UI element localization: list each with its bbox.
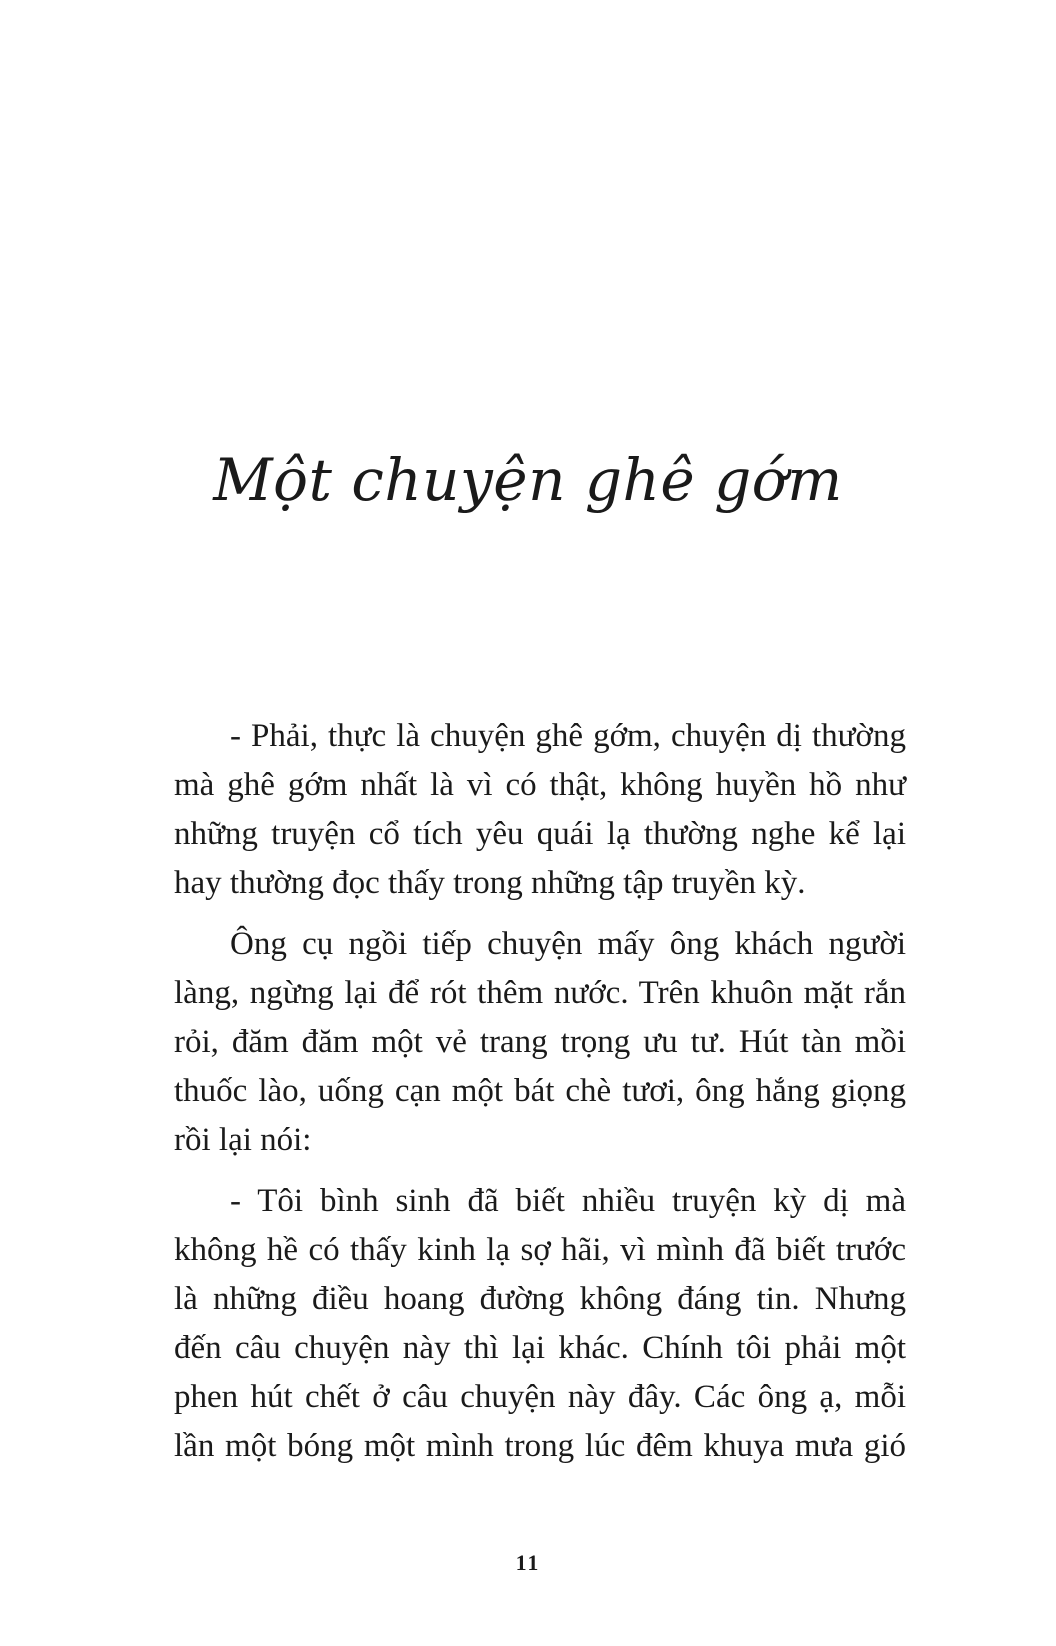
paragraph-1: - Phải, thực là chuyện ghê gớm, chuyện dị thường mà ghê gớm nhất là vì có thật, không huyền hồ như những truyện cổ tích yêu quái lạ thường nghe kể lại hay thường đọc thấy trong những tập truyền kỳ. <box>174 718 906 901</box>
paragraph-3: - Tôi bình sinh đã biết nhiều truyện kỳ dị mà không hề có thấy kinh lạ sợ hãi, vì mình đã biết trước là những điều hoang đường không đáng tin. Nhưng đến câu chuyện này thì lại khác. Chính tôi phải một phen hút chết ở câu chuyện này đây. Các ông ạ, mỗi lần một bóng một mình trong lúc đêm khuya mưa gió <box>174 1183 906 1464</box>
paragraph-2: Ông cụ ngồi tiếp chuyện mấy ông khách người làng, ngừng lại để rót thêm nước. Trên khuôn mặt rắn rỏi, đăm đăm một vẻ trang trọng ưu tư. Hút tàn mồi thuốc lào, uống cạn một bát chè tươi, ông hắng giọng rồi lại nói: <box>174 926 906 1158</box>
chapter-body <box>174 712 906 1483</box>
chapter-title: Một chuyện ghê gớm <box>213 446 843 514</box>
page-number: 11 <box>515 1550 541 1575</box>
